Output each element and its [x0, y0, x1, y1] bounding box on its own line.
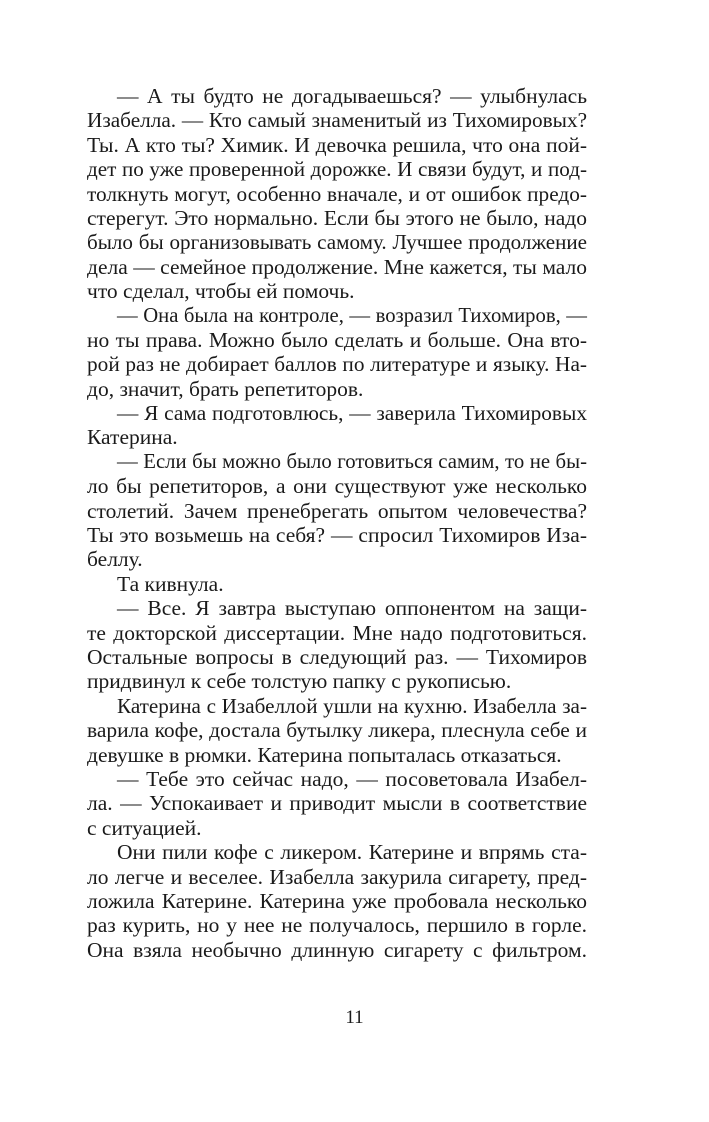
text-line: Они пили кофе с ликером. Катерине и впрямь ста- — [117, 840, 587, 865]
text-line: ложила Катерине. Катерина уже пробовала несколько — [87, 888, 587, 913]
text-line: — Я сама подготовлюсь, — заверила Тихомировых — [117, 401, 587, 426]
text-line: дела — семейное продолжение. Мне кажется, ты мало — [87, 254, 587, 279]
text-line: Катерина. — [87, 425, 178, 450]
text-line: Остальные вопросы в следующий раз. — Тихомиров — [87, 644, 587, 669]
text-line: варила кофе, достала бутылку ликера, плеснула себе и — [87, 718, 587, 743]
text-line: ло бы репетиторов, а они существуют уже несколько — [87, 474, 587, 499]
text-line: толкнуть могут, особенно вначале, и от ошибок предо- — [87, 181, 587, 206]
text-line: ла. — Успокаивает и приводит мысли в соответствие — [87, 791, 587, 816]
text-line: — Она была на контроле, — возразил Тихомиров, — — [117, 304, 587, 327]
text-line: но ты права. Можно было сделать и больше. Она вто- — [87, 327, 587, 352]
text-line: стерегут. Это нормально. Если бы этого не было, надо — [87, 205, 587, 230]
text-line: беллу. — [87, 547, 143, 572]
page-body — [87, 84, 587, 962]
text-line: — Тебе это сейчас надо, — посоветовала Изабел- — [117, 766, 587, 791]
text-line: девушке в рюмки. Катерина попыталась отказаться. — [87, 742, 562, 767]
text-line: Ты. А кто ты? Химик. И девочка решила, что она пой- — [87, 132, 587, 157]
text-line: до, значит, брать репетиторов. — [87, 376, 364, 401]
text-line: те докторской диссертации. Мне надо подготовиться. — [87, 620, 587, 645]
text-line: Изабелла. — Кто самый знаменитый из Тихомировых? — [87, 108, 587, 133]
text-line: столетий. Зачем пренебрегать опытом человечества? — [87, 498, 587, 523]
text-line: что сделал, чтобы ей помочь. — [87, 279, 355, 304]
text-line: Катерина с Изабеллой ушли на кухню. Изабелла за- — [117, 693, 587, 718]
text-line: Она взяла необычно длинную сигарету с фильтром. — [87, 937, 587, 962]
text-line: придвинул к себе толстую папку с рукописью. — [87, 669, 512, 694]
text-line: ло легче и веселее. Изабелла закурила сигарету, пред- — [87, 864, 587, 889]
page-number: 11 — [345, 1007, 364, 1028]
text-line: было бы организовывать самому. Лучшее продолжение — [87, 230, 587, 255]
text-line: — Все. Я завтра выступаю оппонентом на защи- — [117, 596, 587, 621]
text-line: — Если бы можно было готовиться самим, то не бы- — [117, 449, 587, 473]
text-line: рой раз не добирает баллов по литературе и языку. На- — [87, 352, 587, 377]
text-line: дет по уже проверенной дорожке. И связи будут, и под- — [87, 157, 587, 182]
text-line: Ты это возьмешь на себя? — спросил Тихомиров Иза- — [87, 523, 587, 548]
text-line: — А ты будто не догадываешься? — улыбнулась — [117, 84, 587, 108]
text-line: Та кивнула. — [117, 571, 224, 596]
text-line: раз курить, но у нее не получалось, першило в горле. — [87, 913, 587, 938]
text-line: с ситуацией. — [87, 815, 202, 840]
